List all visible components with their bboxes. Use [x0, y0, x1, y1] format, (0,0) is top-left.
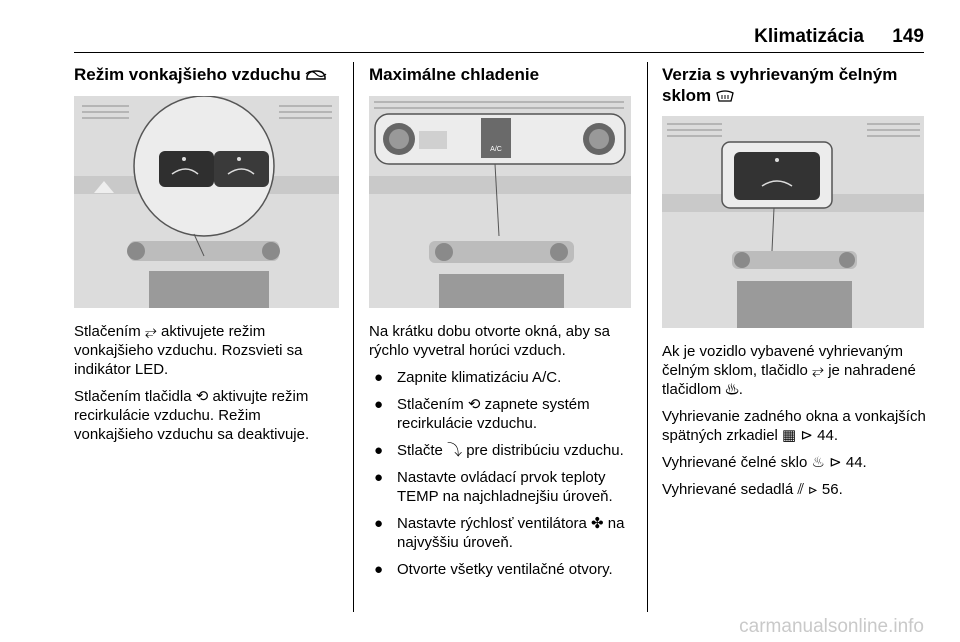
list-item: ● Nastavte rýchlosť ventilátora ✤ na najvyššiu úroveň. — [374, 515, 625, 551]
column-heated-windscreen — [662, 64, 932, 108]
paragraph-heated-windscreen-replaces: Ak je vozidlo vybavené vyhrievaným čelným sklom, tlačidlo ⥂ je nahradené tlačidlom ♨. — [662, 343, 916, 398]
list-item: ● Stlačte ⤵ pre distribúciu vzduchu. — [374, 442, 624, 459]
figure-outside-air-button — [74, 96, 339, 308]
paragraph-heated-seats-ref: Vyhrievané sedadlá ⫽ ⊳ 56. — [662, 481, 843, 498]
figure-max-cooling — [369, 96, 631, 308]
heading-line-2: sklom — [662, 86, 712, 105]
section-heading-heated-windscreen — [662, 64, 932, 108]
svg-text:A/C: A/C — [490, 146, 502, 153]
page-number: 149 — [892, 26, 924, 47]
paragraph-intro: Na krátku dobu otvorte okná, aby sa rýchlo vyvetral horúci vzduch. — [369, 323, 610, 359]
section-heading-outside-air — [74, 64, 344, 87]
column-outside-air — [74, 64, 344, 87]
figure-heated-windscreen — [662, 116, 924, 328]
paragraph-recirculation: Stlačením tlačidla ⟲ aktivujte režim recirkulácie vzduchu. Režim vonkajšieho vzduchu sa deaktivuje. — [74, 388, 310, 443]
list-item: ● Otvorte všetky ventilačné otvory. — [374, 561, 613, 578]
column-divider-2 — [647, 62, 648, 612]
paragraph-rear-window-heating: Vyhrievanie zadného okna a vonkajších spätných zrkadiel ▦ ⊳ 44. — [662, 408, 926, 444]
list-item: ● Nastavte ovládací prvok teploty TEMP na najchladnejšiu úroveň. — [374, 469, 613, 505]
watermark: carmanualsonline.info — [739, 616, 924, 637]
heading-text: Režim vonkajšieho vzduchu — [74, 65, 301, 84]
column-max-cooling — [369, 64, 639, 85]
paragraph-heated-windscreen-ref: Vyhrievané čelné sklo ♨ ⊳ 44. — [662, 454, 867, 471]
heated-windscreen-icon — [716, 87, 734, 108]
paragraph-activate-outside-air: Stlačením ⥂ aktivujete režim vonkajšieho vzduchu. Rozsvieti sa indikátor LED. — [74, 323, 303, 378]
header-rule — [74, 52, 924, 53]
section-heading-max-cooling: Maximálne chladenie — [369, 65, 540, 84]
column-max-cooling-text — [369, 322, 641, 587]
heading-line-1: Verzia s vyhrievaným čelným — [662, 65, 898, 84]
page-header-title: Klimatizácia — [754, 26, 864, 47]
column-divider-1 — [353, 62, 354, 612]
list-item: ● Stlačením ⟲ zapnete systém recirkulácie vzduchu. — [374, 396, 590, 432]
outside-air-icon — [305, 66, 327, 87]
list-item: ● Zapnite klimatizáciu A/C. — [374, 369, 562, 386]
column-outside-air-text — [74, 322, 344, 452]
column-heated-windscreen-text — [662, 342, 934, 507]
